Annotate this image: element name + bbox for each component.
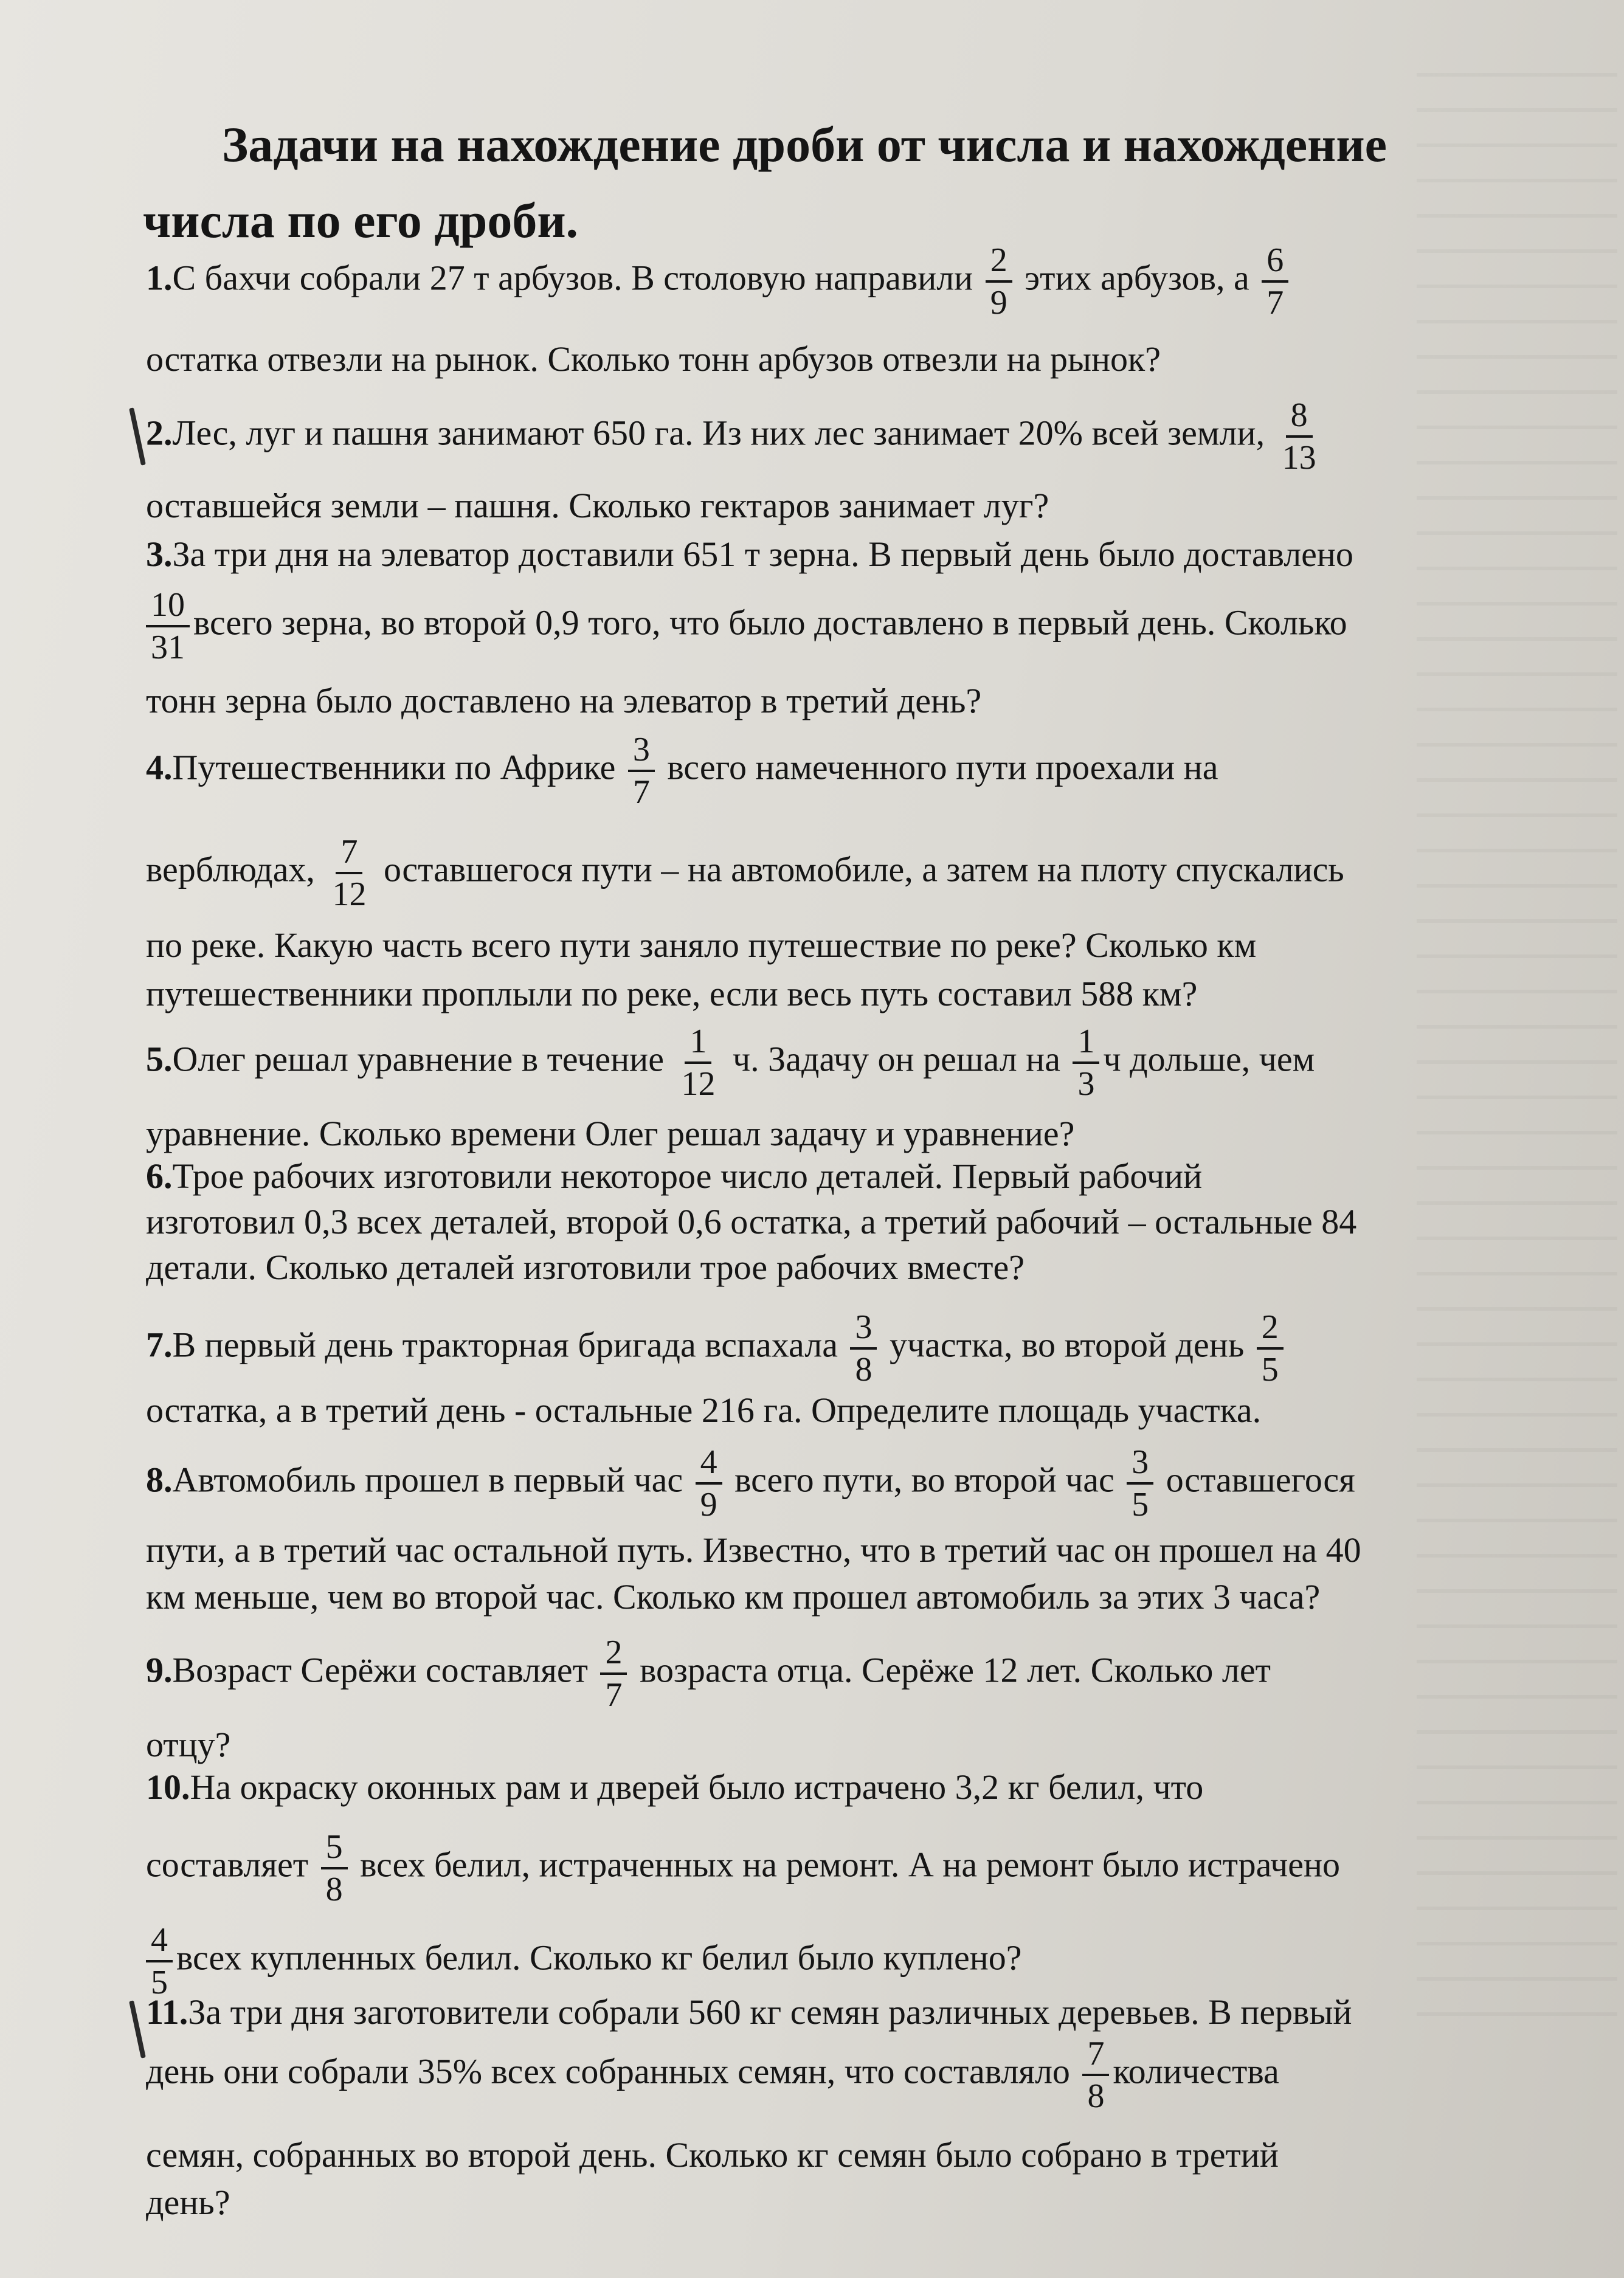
text: возраста отца. Серёже 12 лет. Сколько лет — [639, 1650, 1271, 1690]
text: ч. Задачу он решал на — [732, 1039, 1060, 1079]
problem-4-line-3: по реке. Какую часть всего пути заняло путешествие по реке? Сколько км — [146, 925, 1257, 965]
problem-6-line-2: изготовил 0,3 всех деталей, второй 0,6 остатка, а третий рабочий – остальные 84 — [146, 1202, 1357, 1241]
fraction: $\frac{10}{31}$ — [146, 585, 190, 668]
text: Трое рабочих изготовили некоторое число деталей. Первый рабочий — [172, 1156, 1203, 1196]
text: За три дня заготовители собрали 560 кг семян различных деревьев. В первый — [188, 1992, 1352, 2032]
problem-6-line-3: детали. Сколько деталей изготовили трое рабочих вместе? — [146, 1248, 1025, 1287]
problem-7-line-2: остатка, а в третий день - остальные 216 га. Определите площадь участка. — [146, 1390, 1262, 1430]
fraction: $\frac{1}{12}$ — [681, 1023, 716, 1103]
fraction: $\frac{2}{9}$ — [986, 240, 1012, 323]
problem-7-line-1 — [146, 1307, 1287, 1390]
text: оставшегося пути – на автомобиле, а затем на плоту спускались — [383, 849, 1344, 889]
text: Олег решал уравнение в течение — [172, 1039, 664, 1079]
problem-6-line-1 — [146, 1155, 1202, 1198]
problem-number: 8. — [146, 1460, 173, 1500]
problem-number: 7. — [146, 1325, 173, 1365]
text: За три дня на элеватор доставили 651 т зерна. В первый день было доставлено — [172, 534, 1353, 574]
fraction: $\frac{3}{7}$ — [628, 730, 655, 812]
text: В первый день тракторная бригада вспахала — [172, 1325, 838, 1365]
fraction: $\frac{4}{5}$ — [146, 1920, 173, 2003]
problem-1-line-1 — [146, 240, 1292, 323]
text: Возраст Серёжи составляет — [172, 1650, 588, 1690]
text: день они собрали 35% всех собранных семян, что составляло — [146, 2051, 1070, 2091]
problem-number: 9. — [146, 1650, 173, 1690]
problem-11-line-4: день? — [146, 2183, 230, 2222]
fraction: $\frac{1}{3}$ — [1073, 1021, 1099, 1104]
text: всех купленных белил. Сколько кг белил было куплено? — [176, 1938, 1022, 1978]
problem-2-line-1 — [146, 395, 1325, 478]
problem-number: 2. — [146, 413, 173, 453]
problem-number: 1. — [146, 258, 173, 298]
text: составляет — [146, 1845, 309, 1885]
fraction: $\frac{2}{7}$ — [600, 1632, 627, 1715]
text: верблюдах, — [146, 849, 315, 889]
problem-11-line-2 — [146, 2034, 1279, 2116]
fraction: $\frac{3}{8}$ — [850, 1307, 877, 1390]
problem-10-line-1 — [146, 1766, 1203, 1809]
text: этих арбузов, а — [1025, 258, 1249, 298]
fraction: $\frac{5}{8}$ — [321, 1827, 348, 1910]
text: С бахчи собрали 27 т арбузов. В столовую направили — [172, 258, 973, 298]
problem-8-line-3: км меньше, чем во второй час. Сколько км прошел автомобиль за этих 3 часа? — [146, 1577, 1321, 1617]
fraction: $\frac{4}{9}$ — [696, 1442, 722, 1525]
fraction: $\frac{7}{8}$ — [1082, 2034, 1109, 2116]
problem-3-line-2 — [146, 585, 1347, 668]
text: Лес, луг и пашня занимают 650 га. Из них лес занимает 20% всей земли, — [172, 413, 1265, 453]
show-through-text — [1417, 73, 1617, 2018]
problem-number: 4. — [146, 747, 173, 787]
problem-2-line-2: оставшейся земли – пашня. Сколько гектаров занимает луг? — [146, 486, 1049, 525]
text: оставшегося — [1166, 1460, 1355, 1500]
problem-1-line-2: остатка отвезли на рынок. Сколько тонн арбузов отвезли на рынок? — [146, 339, 1161, 379]
problem-4-line-1 — [146, 730, 1218, 812]
problem-number: 10. — [146, 1767, 190, 1807]
problem-5-line-2: уравнение. Сколько времени Олег решал задачу и уравнение? — [146, 1114, 1075, 1153]
text: всего намеченного пути проехали на — [667, 747, 1218, 787]
text: количества — [1113, 2051, 1279, 2091]
problem-number: 6. — [146, 1156, 173, 1196]
page-title: Задачи на нахождение дроби от числа и нахождение числа по его дроби. — [143, 117, 1387, 248]
text: Путешественники по Африке — [172, 747, 616, 787]
text: всего пути, во второй час — [734, 1460, 1114, 1500]
problem-4-line-4: путешественники проплыли по реке, если весь путь составил 588 км? — [146, 974, 1198, 1013]
problem-9-line-2: отцу? — [146, 1725, 231, 1764]
problem-number: 5. — [146, 1039, 173, 1079]
problem-8-line-1 — [146, 1442, 1355, 1525]
problem-11-line-3: семян, собранных во второй день. Сколько кг семян было собрано в третий — [146, 2135, 1279, 2175]
check-mark-icon — [129, 407, 146, 466]
problem-3-line-3: тонн зерна было доставлено на элеватор в третий день? — [146, 681, 982, 720]
problem-10-line-2 — [146, 1827, 1340, 1910]
problem-8-line-2: пути, а в третий час остальной путь. Известно, что в третий час он прошел на 40 — [146, 1530, 1361, 1570]
text: Автомобиль прошел в первый час — [172, 1460, 683, 1500]
fraction: $\frac{7}{12}$ — [332, 833, 367, 913]
problem-4-line-2 — [146, 832, 1344, 914]
problem-5-line-1 — [146, 1021, 1315, 1104]
problem-3-line-1 — [146, 533, 1353, 576]
text: ч дольше, чем — [1103, 1039, 1315, 1079]
check-mark-icon — [129, 2000, 146, 2059]
text: всех белил, истраченных на ремонт. А на ремонт было истрачено — [360, 1845, 1341, 1885]
problem-number: 11. — [146, 1992, 188, 2032]
problem-number: 3. — [146, 534, 173, 574]
fraction: $\frac{2}{5}$ — [1257, 1307, 1284, 1390]
fraction: $\frac{6}{7}$ — [1262, 240, 1288, 323]
fraction: $\frac{8}{13}$ — [1282, 396, 1316, 477]
problem-11-line-1 — [146, 1991, 1352, 2034]
text: На окраску оконных рам и дверей было истрачено 3,2 кг белил, что — [190, 1767, 1204, 1807]
problem-9-line-1 — [146, 1632, 1271, 1715]
text: участка, во второй день — [889, 1325, 1245, 1365]
fraction: $\frac{3}{5}$ — [1127, 1442, 1153, 1525]
text: всего зерна, во второй 0,9 того, что было доставлено в первый день. Сколько — [193, 602, 1347, 643]
problem-10-line-3 — [146, 1920, 1021, 2003]
